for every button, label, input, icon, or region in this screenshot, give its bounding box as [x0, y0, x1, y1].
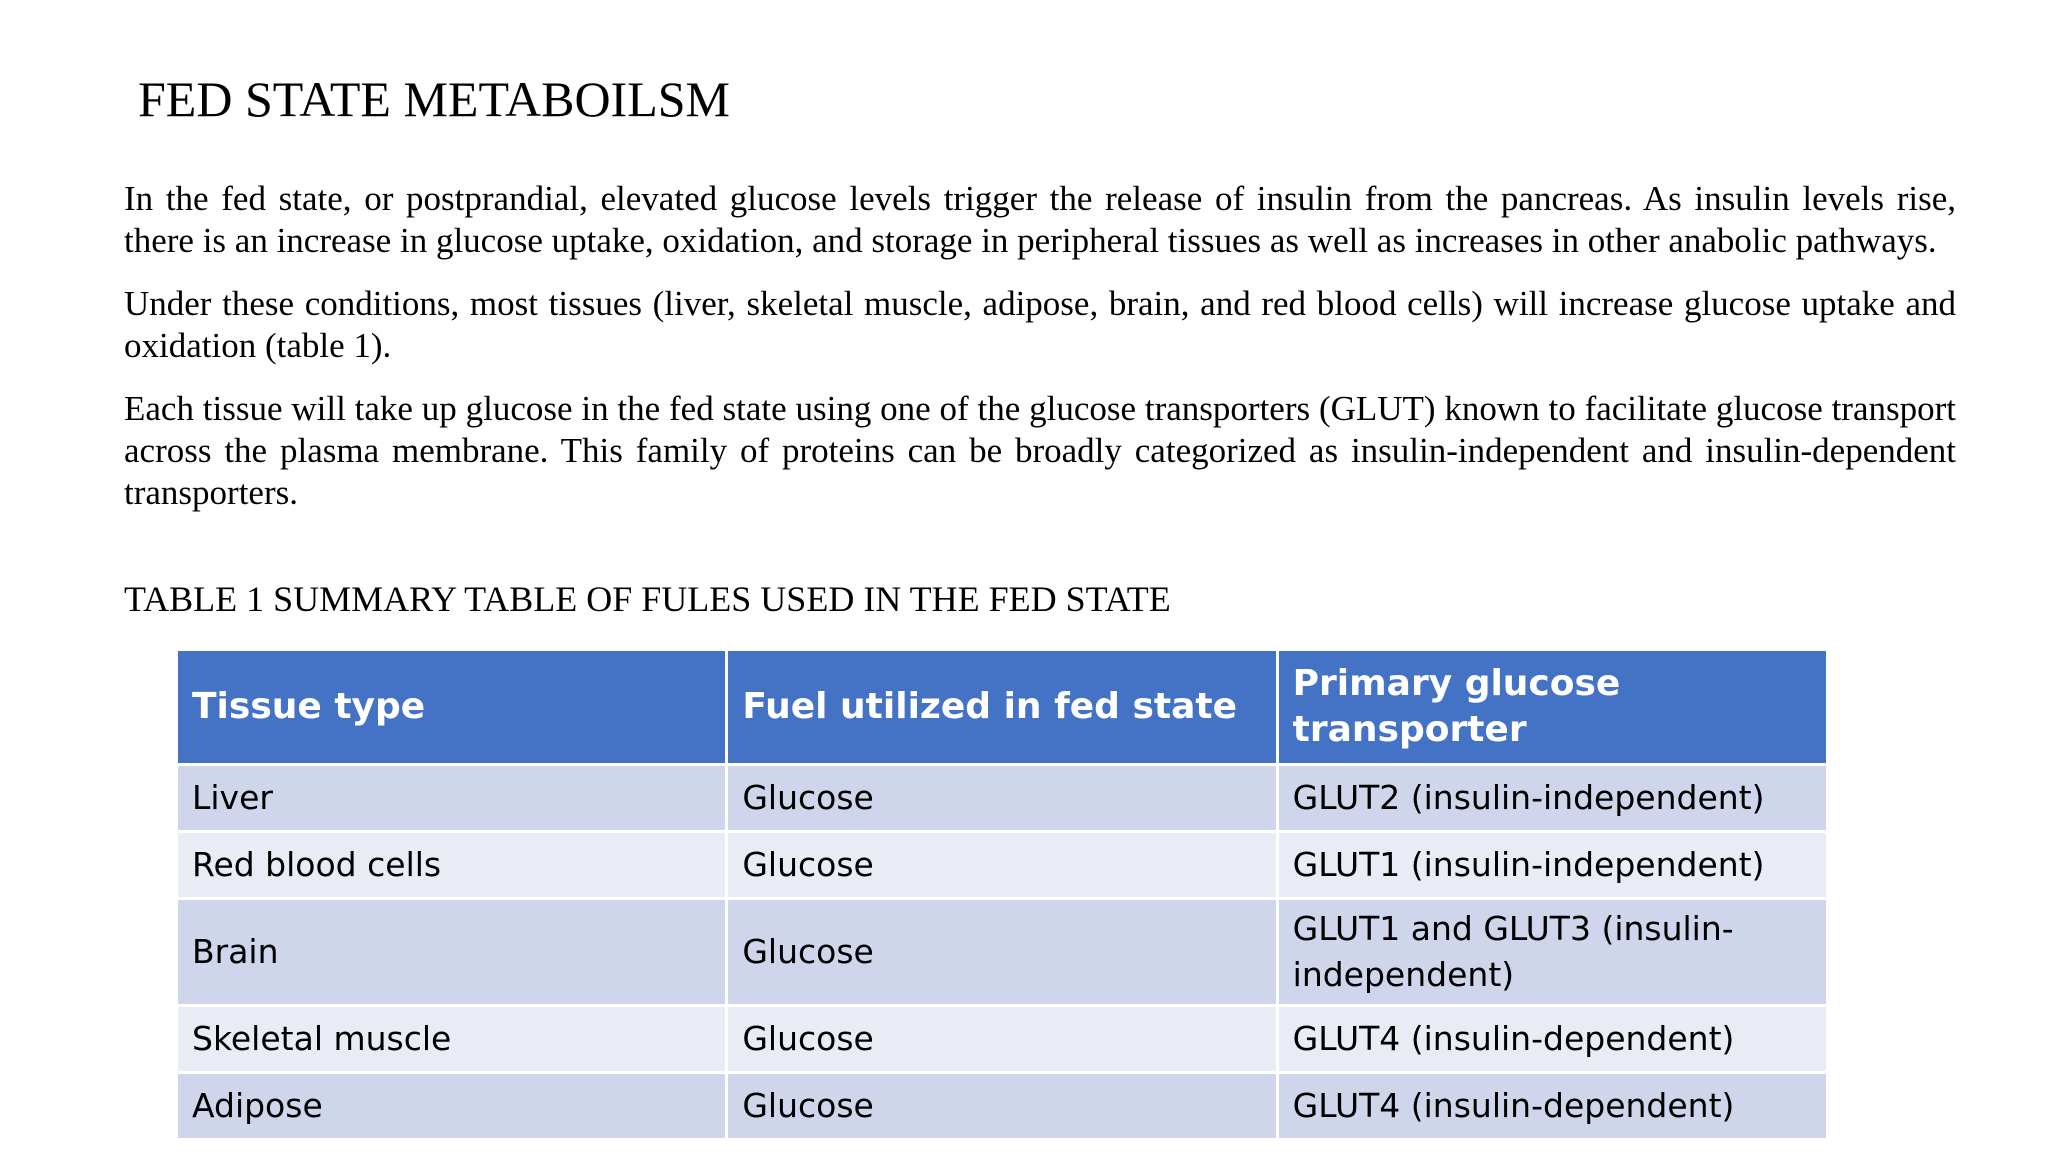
cell-fuel: Glucose [727, 765, 1277, 832]
body-text [124, 178, 1956, 535]
header-fuel-utilized: Fuel utilized in fed state [727, 650, 1277, 765]
cell-tissue: Liver [177, 765, 727, 832]
table-row [177, 1073, 1828, 1140]
cell-transporter: GLUT4 (insulin-dependent) [1277, 1006, 1827, 1073]
slide-title: FED STATE METABOILSM [138, 71, 731, 127]
header-primary-transporter: Primary glucose transporter [1277, 650, 1827, 765]
cell-transporter: GLUT2 (insulin-independent) [1277, 765, 1827, 832]
paragraph-tissues: Under these conditions, most tissues (liver, skeletal muscle, adipose, brain, and red blood cells) will increase glucose uptake and oxidation (table 1). [124, 284, 1956, 365]
table-caption: TABLE 1 SUMMARY TABLE OF FULES USED IN THE FED STATE [124, 579, 1171, 619]
table-row [177, 765, 1828, 832]
cell-tissue: Skeletal muscle [177, 1006, 727, 1073]
header-tissue-type: Tissue type [177, 650, 727, 765]
fuel-summary-table [175, 648, 1829, 1141]
table-header-row [177, 650, 1828, 765]
cell-transporter: GLUT4 (insulin-dependent) [1277, 1073, 1827, 1140]
paragraph-glut: Each tissue will take up glucose in the fed state using one of the glucose transporters (GLUT) known to facilitate glucose transport across the plasma membrane. This family of proteins can be broadly categorized as insulin-independent and insulin-dependent transporters. [124, 389, 1956, 512]
cell-fuel: Glucose [727, 899, 1277, 1006]
cell-fuel: Glucose [727, 1006, 1277, 1073]
paragraph-fed-state: In the fed state, or postprandial, elevated glucose levels trigger the release of insulin from the pancreas. As insulin levels rise, there is an increase in glucose uptake, oxidation, and storage in peripheral tissues as well as increases in other anabolic pathways. [124, 179, 1956, 260]
table-row [177, 1006, 1828, 1073]
cell-transporter: GLUT1 (insulin-independent) [1277, 832, 1827, 899]
cell-fuel: Glucose [727, 832, 1277, 899]
cell-tissue: Adipose [177, 1073, 727, 1140]
table-row [177, 899, 1828, 1006]
cell-fuel: Glucose [727, 1073, 1277, 1140]
cell-tissue: Brain [177, 899, 727, 1006]
cell-transporter: GLUT1 and GLUT3 (insulin-independent) [1277, 899, 1827, 1006]
cell-tissue: Red blood cells [177, 832, 727, 899]
table-row [177, 832, 1828, 899]
